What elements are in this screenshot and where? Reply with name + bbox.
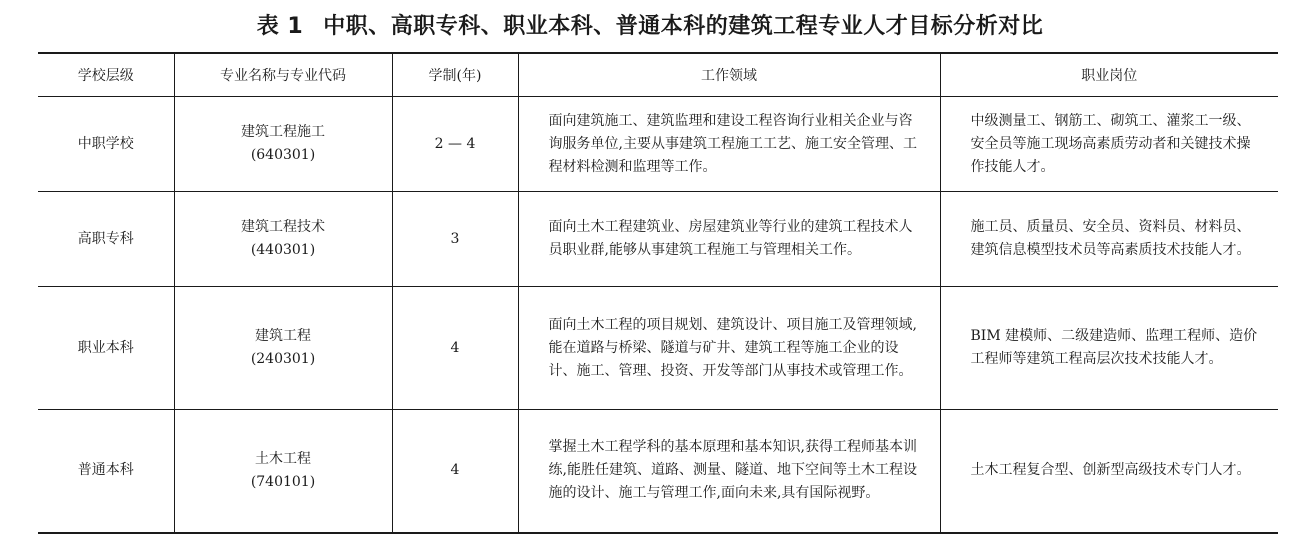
cell-field: 面向建筑施工、建筑监理和建设工程咨询行业相关企业与咨询服务单位,主要从事建筑工程施工工艺、施工安全管理、工程材料检测和监理等工作。	[518, 97, 940, 192]
cell-field: 掌握土木工程学科的基本原理和基本知识,获得工程师基本训练,能胜任建筑、道路、测量、隧道、地下空间等土木工程设施的设计、施工与管理工作,面向未来,具有国际视野。	[518, 410, 940, 533]
cell-duration: 3	[392, 192, 518, 287]
table-row	[38, 410, 1278, 533]
cell-position: 土木工程复合型、创新型高级技术专门人才。	[940, 410, 1278, 533]
header-duration: 学制(年)	[392, 53, 518, 97]
cell-major	[174, 287, 392, 410]
table-caption	[0, 10, 1300, 44]
table-row	[38, 287, 1278, 410]
header-field: 工作领域	[518, 53, 940, 97]
cell-duration: 4	[392, 287, 518, 410]
table-number: 表 1	[256, 14, 304, 39]
major-name: 建筑工程	[255, 328, 311, 344]
major-name: 建筑工程技术	[241, 219, 325, 235]
cell-duration: 2 — 4	[392, 97, 518, 192]
cell-level: 高职专科	[77, 230, 134, 247]
comparison-table	[38, 52, 1278, 534]
cell-major	[174, 410, 392, 533]
cell-level: 中职学校	[77, 135, 134, 152]
table-row	[38, 97, 1278, 192]
cell-duration: 4	[392, 410, 518, 533]
cell-level: 职业本科	[77, 339, 134, 356]
table-title: 中职、高职专科、职业本科、普通本科的建筑工程专业人才目标分析对比	[323, 14, 1044, 39]
major-code: (640301)	[250, 147, 316, 163]
major-code: (240301)	[250, 351, 316, 367]
table-row	[38, 192, 1278, 287]
cell-field: 面向土木工程建筑业、房屋建筑业等行业的建筑工程技术人员职业群,能够从事建筑工程施工与管理相关工作。	[518, 192, 940, 287]
major-name: 土木工程	[255, 450, 311, 467]
major-name: 建筑工程施工	[241, 124, 325, 140]
cell-position: BIM 建模师、二级建造师、监理工程师、造价工程师等建筑工程高层次技术技能人才。	[940, 287, 1278, 410]
cell-major	[174, 97, 392, 192]
cell-field: 面向土木工程的项目规划、建筑设计、项目施工及管理领域,能在道路与桥梁、隧道与矿井、建筑工程等施工企业的设计、施工、管理、投资、开发等部门从事技术或管理工作。	[518, 287, 940, 410]
table-header-row	[38, 53, 1278, 97]
header-level: 学校层级	[77, 68, 134, 84]
major-code: (440301)	[250, 242, 316, 258]
cell-position: 中级测量工、钢筋工、砌筑工、灌浆工一级、安全员等施工现场高素质劳动者和关键技术操作技能人才。	[940, 97, 1278, 192]
major-code: (740101)	[250, 473, 316, 490]
header-position: 职业岗位	[940, 53, 1278, 97]
cell-position: 施工员、质量员、安全员、资料员、材料员、建筑信息模型技术员等高素质技术技能人才。	[940, 192, 1278, 287]
cell-level: 普通本科	[77, 462, 134, 479]
header-major: 专业名称与专业代码	[174, 53, 392, 97]
cell-major	[174, 192, 392, 287]
